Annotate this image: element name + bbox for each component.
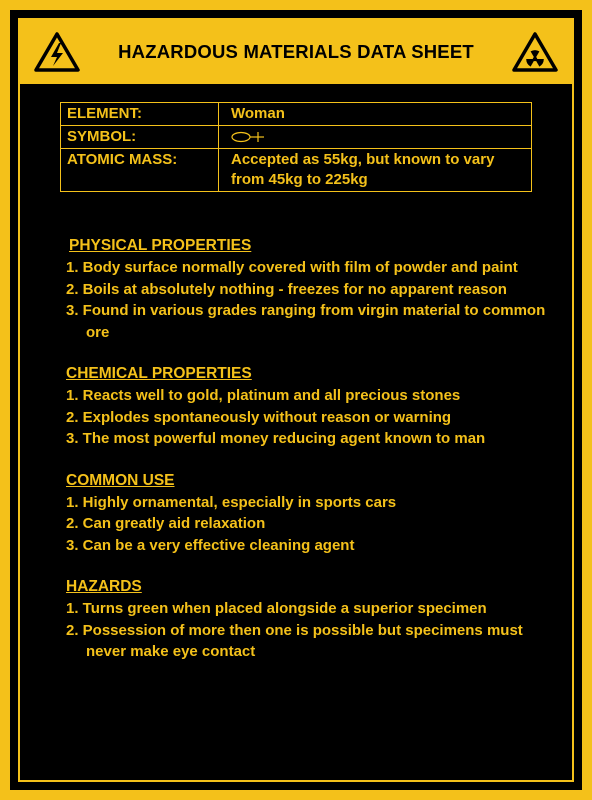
table-row	[61, 149, 532, 192]
section-title: CHEMICAL PROPERTIES	[66, 365, 252, 382]
element-info-table	[60, 102, 532, 192]
atomic-mass-label: ATOMIC MASS:	[61, 149, 219, 192]
table-row	[61, 103, 532, 126]
properties-content	[66, 236, 566, 684]
list-item: 2. Can greatly aid relaxation	[66, 515, 266, 532]
header-banner	[20, 20, 572, 84]
section-title: HAZARDS	[66, 578, 142, 595]
table-row	[61, 126, 532, 149]
common-use-section	[66, 471, 566, 557]
element-label: ELEMENT:	[61, 103, 219, 126]
list-item: 3. Can be a very effective cleaning agent	[66, 536, 355, 554]
list-item: 3. Found in various grades ranging from virgin material to common ore	[66, 302, 546, 341]
list-item: 1. Body surface normally covered with film of powder and paint	[66, 259, 518, 276]
hazards-section	[66, 577, 566, 663]
section-title: COMMON USE	[66, 471, 175, 489]
element-value: Woman	[219, 103, 532, 126]
physical-properties-section	[66, 236, 566, 343]
list-item: 2. Possession of more then one is possible but specimens must never make eye contact	[66, 621, 523, 660]
page-title: HAZARDOUS MATERIALS DATA SHEET	[118, 41, 474, 62]
list-item: 1. Highly ornamental, especially in sports cars	[66, 493, 397, 511]
list-item: 1. Reacts well to gold, platinum and all precious stones	[66, 387, 461, 404]
symbol-label: SYMBOL:	[61, 126, 219, 149]
section-title: PHYSICAL PROPERTIES	[69, 237, 252, 254]
list-item: 2. Explodes spontaneously without reason or warning	[66, 408, 452, 426]
radiation-hazard-icon	[512, 31, 558, 73]
atomic-mass-value: Accepted as 55kg, but known to vary from 45kg to 225kg	[219, 149, 532, 192]
list-item: 3. The most powerful money reducing agent known to man	[66, 430, 486, 447]
symbol-value	[219, 126, 532, 149]
list-item: 1. Turns green when placed alongside a superior specimen	[66, 600, 487, 617]
chemical-properties-section	[66, 364, 566, 450]
list-item: 2. Boils at absolutely nothing - freezes for no apparent reason	[66, 280, 507, 298]
woman-symbol-icon	[231, 130, 267, 144]
